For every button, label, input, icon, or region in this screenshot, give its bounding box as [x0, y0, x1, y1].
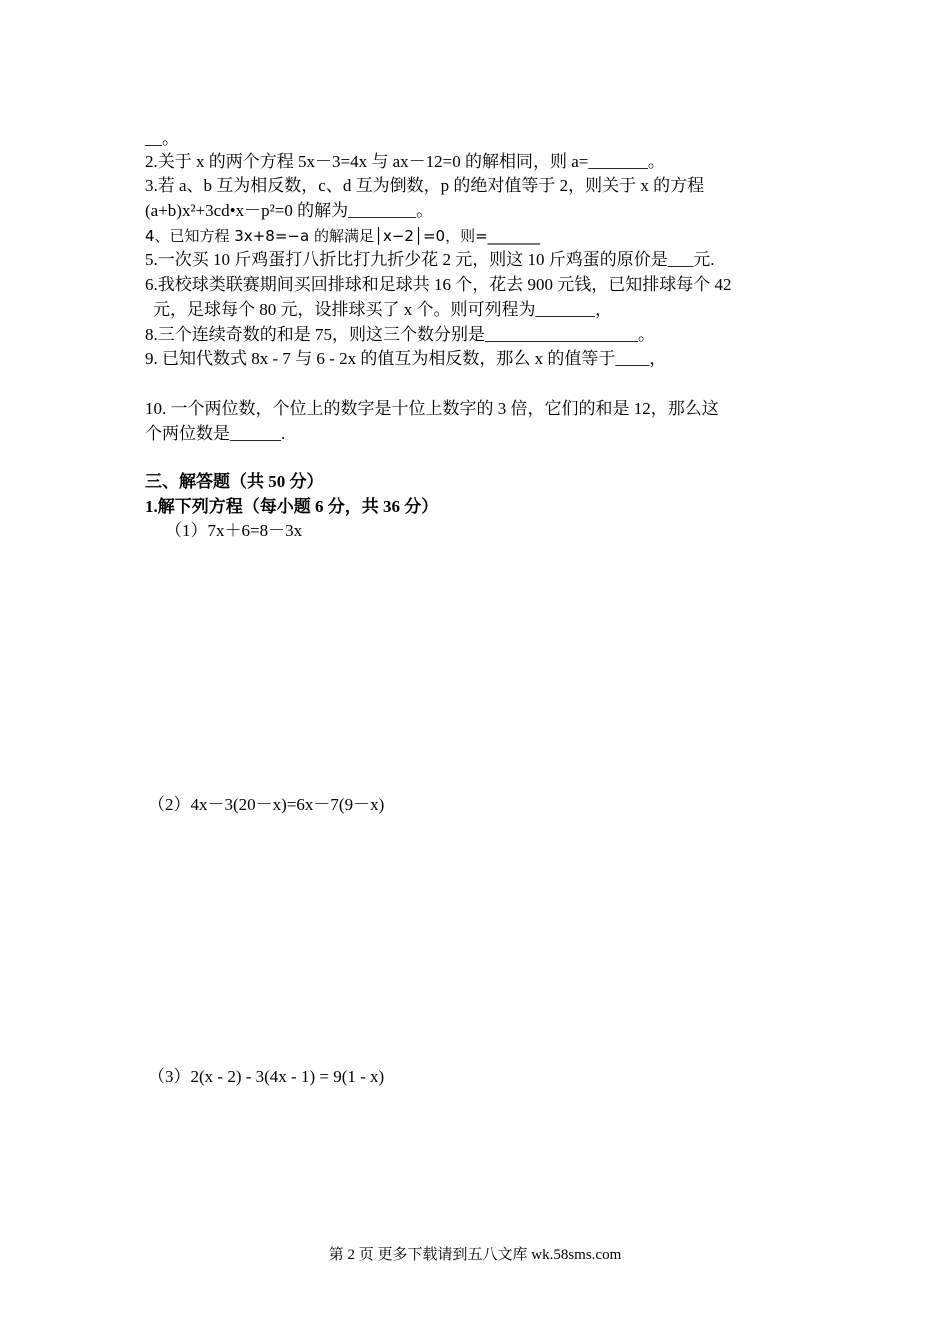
question-4: 4、已知方程 3x+8=−a 的解满足│x−2│=0，则=_______	[145, 227, 541, 245]
question-9: 9. 已知代数式 8x - 7 与 6 - 2x 的值互为相反数，那么 x 的值等于____，	[145, 349, 667, 368]
question-10-line-2: 个两位数是______.	[145, 424, 286, 443]
question-6-line-2: 元，足球每个 80 元，设排球买了 x 个。则可列程为_______，	[153, 300, 612, 319]
equation-3: （3）2(x - 2) - 3(4x - 1) = 9(1 - x)	[148, 1067, 385, 1086]
equation-1: （1）7x＋6=8－3x	[165, 521, 303, 540]
section-title: 三、解答题（共 50 分）	[145, 472, 324, 491]
question-6-line-1: 6.我校球类联赛期间买回排球和足球共 16 个，花去 900 元钱，已知排球每个 42	[145, 275, 732, 294]
problem-set-title: 1.解下列方程（每小题 6 分，共 36 分）	[145, 497, 439, 516]
question-5: 5.一次买 10 斤鸡蛋打八折比打九折少花 2 元，则这 10 斤鸡蛋的原价是___元.	[145, 250, 715, 269]
question-2: 2.关于 x 的两个方程 5x－3=4x 与 ax－12=0 的解相同，则 a=_______。	[145, 152, 665, 171]
question-10-line-1: 10. 一个两位数，个位上的数字是十位上数字的 3 倍，它们的和是 12，那么这	[145, 399, 719, 418]
question-8: 8.三个连续奇数的和是 75，则这三个数分别是__________________。	[145, 325, 655, 344]
page-footer: 第 2 页 更多下载请到五八文库 wk.58sms.com	[328, 1247, 622, 1263]
question-3-line-2: (a+b)x²+3cd•x－p²=0 的解为________。	[145, 201, 434, 220]
q1-answer-blank: __。	[145, 129, 179, 148]
question-3-line-1: 3.若 a、b 互为相反数，c、d 互为倒数，p 的绝对值等于 2，则关于 x 的方程	[145, 176, 705, 195]
equation-2: （2）4x－3(20－x)=6x－7(9－x)	[148, 795, 385, 814]
